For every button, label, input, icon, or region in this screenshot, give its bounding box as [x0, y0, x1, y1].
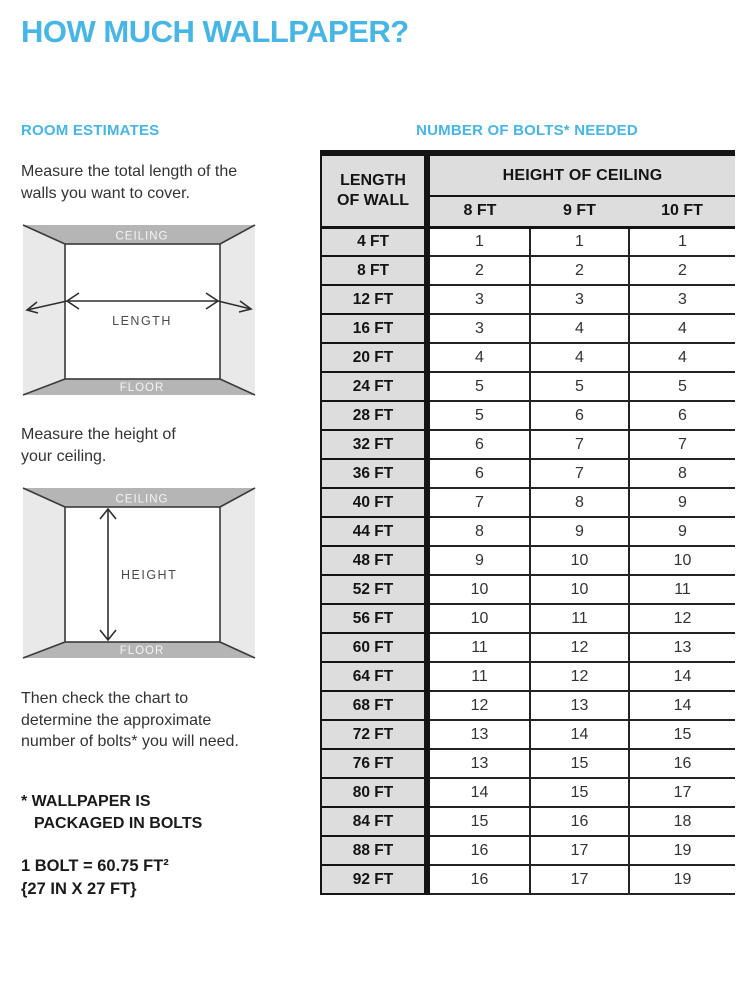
room-estimates-heading: ROOM ESTIMATES — [21, 122, 160, 139]
table-row — [321, 633, 735, 662]
wall-length-cell: 88 FT — [321, 836, 427, 865]
table-row — [321, 459, 735, 488]
wall-length-cell: 44 FT — [321, 517, 427, 546]
room-estimates-section — [21, 122, 301, 901]
bolts-cell-9ft: 9 — [530, 517, 629, 546]
table-row — [321, 662, 735, 691]
room-height-diagram — [21, 486, 257, 660]
bolts-cell-8ft: 13 — [427, 720, 530, 749]
bolt-equation: 1 BOLT = 60.75 FT² — [21, 856, 169, 875]
bolts-cell-10ft: 13 — [629, 633, 735, 662]
bolts-cell-10ft: 8 — [629, 459, 735, 488]
left-wall — [23, 488, 65, 658]
bolts-cell-10ft: 4 — [629, 343, 735, 372]
bolts-cell-8ft: 2 — [427, 256, 530, 285]
table-row — [321, 546, 735, 575]
bolts-cell-10ft: 2 — [629, 256, 735, 285]
table-row — [321, 488, 735, 517]
check-chart-text: Then check the chart to determine the approximate number of bolts* you will need. — [21, 690, 239, 750]
bolts-cell-9ft: 11 — [530, 604, 629, 633]
ceiling-label: CEILING — [115, 230, 169, 243]
bolts-cell-9ft: 15 — [530, 778, 629, 807]
bolts-cell-8ft: 14 — [427, 778, 530, 807]
wall-length-cell: 4 FT — [321, 227, 427, 256]
bolts-cell-10ft: 10 — [629, 546, 735, 575]
bolts-cell-8ft: 12 — [427, 691, 530, 720]
bolt-dimensions: {27 IN X 27 FT} — [21, 879, 137, 898]
wall-length-cell: 52 FT — [321, 575, 427, 604]
bolts-cell-10ft: 12 — [629, 604, 735, 633]
bolts-cell-8ft: 10 — [427, 575, 530, 604]
bolts-cell-8ft: 6 — [427, 430, 530, 459]
bolts-table — [320, 150, 735, 895]
bolts-cell-9ft: 5 — [530, 372, 629, 401]
bolts-cell-9ft: 7 — [530, 430, 629, 459]
table-row — [321, 604, 735, 633]
table-row — [321, 807, 735, 836]
bolts-cell-8ft: 16 — [427, 836, 530, 865]
bolts-cell-10ft: 19 — [629, 865, 735, 894]
bolts-cell-10ft: 5 — [629, 372, 735, 401]
table-row — [321, 575, 735, 604]
table-row — [321, 836, 735, 865]
bolts-cell-10ft: 17 — [629, 778, 735, 807]
bolts-cell-9ft: 6 — [530, 401, 629, 430]
ceiling-label: CEILING — [115, 493, 169, 506]
bolts-cell-9ft: 4 — [530, 343, 629, 372]
room-length-diagram — [21, 223, 257, 397]
bolts-cell-8ft: 10 — [427, 604, 530, 633]
bolts-cell-10ft: 9 — [629, 488, 735, 517]
bolts-cell-9ft: 10 — [530, 575, 629, 604]
table-row — [321, 778, 735, 807]
wall-length-cell: 12 FT — [321, 285, 427, 314]
table-row — [321, 227, 735, 256]
bolts-cell-10ft: 19 — [629, 836, 735, 865]
floor-label: FLOOR — [119, 382, 165, 394]
wall-length-cell: 56 FT — [321, 604, 427, 633]
bolts-cell-9ft: 3 — [530, 285, 629, 314]
bolts-cell-9ft: 13 — [530, 691, 629, 720]
bolts-cell-8ft: 8 — [427, 517, 530, 546]
bolt-size-info — [21, 855, 301, 901]
wall-length-cell: 28 FT — [321, 401, 427, 430]
table-row — [321, 285, 735, 314]
table-row — [321, 517, 735, 546]
wall-length-cell: 80 FT — [321, 778, 427, 807]
table-row — [321, 749, 735, 778]
bolts-cell-10ft: 9 — [629, 517, 735, 546]
table-row — [321, 256, 735, 285]
wall-length-cell: 68 FT — [321, 691, 427, 720]
bolts-cell-9ft: 14 — [530, 720, 629, 749]
bolts-cell-9ft: 12 — [530, 662, 629, 691]
col-header-10ft: 10 FT — [629, 196, 735, 227]
bolts-cell-8ft: 16 — [427, 865, 530, 894]
measure-length-text: Measure the total length of the walls you want to cover. — [21, 163, 238, 202]
wall-length-cell: 16 FT — [321, 314, 427, 343]
bolts-cell-8ft: 4 — [427, 343, 530, 372]
table-row — [321, 314, 735, 343]
wall-length-cell: 8 FT — [321, 256, 427, 285]
wall-length-cell: 76 FT — [321, 749, 427, 778]
wall-length-cell: 20 FT — [321, 343, 427, 372]
bolts-cell-9ft: 17 — [530, 865, 629, 894]
page-title: HOW MUCH WALLPAPER? — [21, 14, 409, 49]
bolts-cell-10ft: 18 — [629, 807, 735, 836]
wall-length-cell: 64 FT — [321, 662, 427, 691]
bolts-cell-10ft: 14 — [629, 691, 735, 720]
bolts-cell-9ft: 16 — [530, 807, 629, 836]
bolts-cell-10ft: 16 — [629, 749, 735, 778]
bolts-cell-9ft: 4 — [530, 314, 629, 343]
wall-length-cell: 92 FT — [321, 865, 427, 894]
bolts-cell-8ft: 6 — [427, 459, 530, 488]
bolts-cell-8ft: 11 — [427, 633, 530, 662]
bolts-cell-9ft: 1 — [530, 227, 629, 256]
bolts-cell-8ft: 11 — [427, 662, 530, 691]
bolts-table-section — [320, 122, 734, 895]
wall-length-cell: 40 FT — [321, 488, 427, 517]
wall-length-cell: 48 FT — [321, 546, 427, 575]
bolts-cell-9ft: 7 — [530, 459, 629, 488]
table-row — [321, 720, 735, 749]
bolts-cell-8ft: 9 — [427, 546, 530, 575]
length-of-wall-header: LENGTH OF WALL — [321, 153, 427, 227]
bolts-cell-9ft: 12 — [530, 633, 629, 662]
bolts-cell-10ft: 11 — [629, 575, 735, 604]
table-row — [321, 865, 735, 894]
bolts-cell-9ft: 17 — [530, 836, 629, 865]
wall-length-cell: 36 FT — [321, 459, 427, 488]
length-label: LENGTH — [112, 314, 172, 328]
floor-label: FLOOR — [119, 645, 165, 657]
bolts-cell-9ft: 15 — [530, 749, 629, 778]
wall-length-cell: 60 FT — [321, 633, 427, 662]
bolts-cell-9ft: 10 — [530, 546, 629, 575]
wall-length-cell: 84 FT — [321, 807, 427, 836]
wall-length-cell: 32 FT — [321, 430, 427, 459]
footnote-line-1: * WALLPAPER IS — [21, 792, 151, 810]
bolts-cell-8ft: 3 — [427, 285, 530, 314]
wall-length-cell: 72 FT — [321, 720, 427, 749]
bolts-cell-8ft: 5 — [427, 372, 530, 401]
bolts-cell-8ft: 7 — [427, 488, 530, 517]
height-label: HEIGHT — [121, 568, 178, 582]
table-row — [321, 401, 735, 430]
right-wall — [220, 488, 255, 658]
bolts-cell-8ft: 1 — [427, 227, 530, 256]
bolts-cell-8ft: 5 — [427, 401, 530, 430]
wall-length-cell: 24 FT — [321, 372, 427, 401]
col-header-9ft: 9 FT — [530, 196, 629, 227]
bolts-cell-10ft: 14 — [629, 662, 735, 691]
height-of-ceiling-header: HEIGHT OF CEILING — [427, 153, 735, 196]
bolts-cell-8ft: 15 — [427, 807, 530, 836]
footnote-line-2: PACKAGED IN BOLTS — [34, 814, 203, 832]
measure-height-text: Measure the height of your ceiling. — [21, 426, 176, 465]
bolts-needed-heading: NUMBER OF BOLTS* NEEDED — [416, 122, 638, 139]
bolts-cell-8ft: 13 — [427, 749, 530, 778]
bolts-cell-10ft: 3 — [629, 285, 735, 314]
bolts-cell-9ft: 2 — [530, 256, 629, 285]
bolts-cell-10ft: 7 — [629, 430, 735, 459]
bolts-cell-10ft: 4 — [629, 314, 735, 343]
bolts-cell-8ft: 3 — [427, 314, 530, 343]
table-row — [321, 691, 735, 720]
bolts-cell-9ft: 8 — [530, 488, 629, 517]
col-header-8ft: 8 FT — [427, 196, 530, 227]
table-row — [321, 372, 735, 401]
bolts-cell-10ft: 15 — [629, 720, 735, 749]
bolts-cell-10ft: 6 — [629, 401, 735, 430]
bolts-cell-10ft: 1 — [629, 227, 735, 256]
wallpaper-footnote — [21, 791, 301, 835]
table-row — [321, 430, 735, 459]
table-row — [321, 343, 735, 372]
